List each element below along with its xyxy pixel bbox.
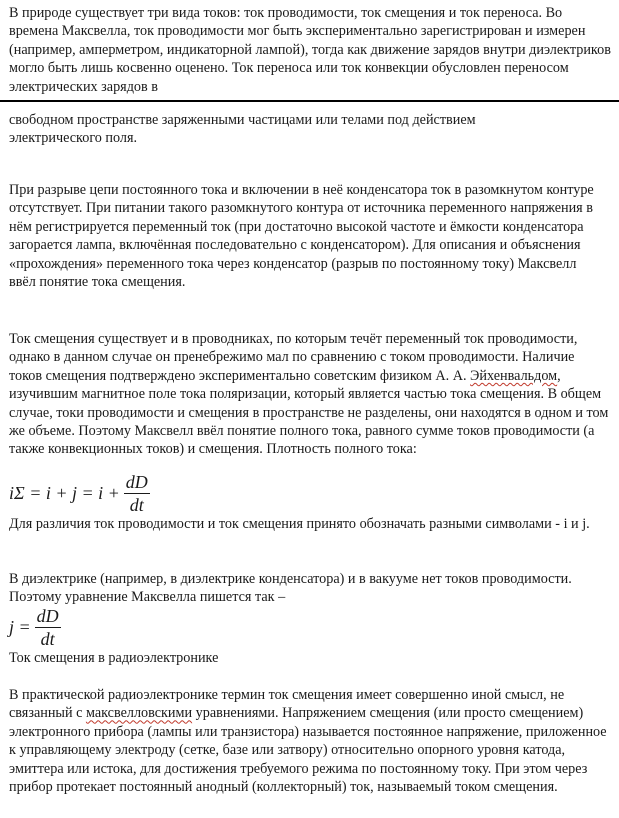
radio-heading: Ток смещения в радиоэлектронике bbox=[9, 650, 219, 666]
conductors-text-b: , изучившим магнитное поле тока поляризации, который является частью тока смещения. В общем случае, токи проводимости и смещения в пространстве не разделены, они находятся в одном и том же объеме. Поэтому Максвелл ввёл понятие полного тока, равного сумме токов проводимости (а также конвекционных токов) и смещения. Плотность полного тока: bbox=[9, 367, 609, 458]
capacitor-paragraph: При разрыве цепи постоянного тока и включении в неё конденсатора ток в разомкнутом контуре отсутствует. При питании такого разомкнутого контура от источника переменного напряжения в нём регистрируется переменный ток (при достаточно высокой частоте и ёмкости конденсатора загорается лампа, включённая последовательно с конденсатором). Для описания и объяснения «прохождения» переменного тока через конденсатор (разрыв по постоянному току) Максвелл ввёл понятие тока смещения. bbox=[9, 182, 594, 291]
top-paragraph: В природе существует три вида токов: ток проводимости, ток смещения и ток переноса. Во времена Максвелла, ток проводимости мог быть экспериментально зарегистрирован и измерен (например, амперметром, индикаторной лампой), тогда как движение зарядов внутри диэлектриков могло быть лишь косвенно оценено. Ток переноса или ток конвекции обусловлен переносом электрических зарядов в bbox=[9, 5, 611, 95]
formula-total-denominator: dt bbox=[129, 495, 144, 515]
spellcheck-word-maxwellian: максвелловскими bbox=[85, 705, 193, 722]
total-current-formula bbox=[9, 471, 150, 516]
radio-text-b: уравнениями. Напряжением смещения (или просто смещением) электронного прибора (лампы или транзистора) называется постоянное напряжение, приложенное к управляющему электроду (сетке, базе или затвору) относительно опорного уровня катода, эмиттера или истока, для достижения требуемого режима по постоянному току. При этом через прибор протекает постоянный анодный (коллекторный) ток, называемый током смещения. bbox=[9, 705, 607, 796]
previous-page bbox=[0, 0, 619, 100]
conductors-paragraph bbox=[9, 330, 609, 459]
radio-text-a: В практической радиоэлектронике термин ток смещения имеет совершенно иной смысл, не связанный с bbox=[9, 687, 565, 722]
spellcheck-word-eichenwald: Эйхенвальдом bbox=[470, 367, 558, 384]
formula-total-lhs: iΣ = i + j = i + bbox=[9, 483, 120, 503]
page-break-line bbox=[0, 100, 619, 102]
symbols-paragraph: Для различия ток проводимости и ток смещения принято обозначать разными символами - i и j. bbox=[9, 516, 590, 532]
continuation-paragraph: свободном пространстве заряженными частицами или телами под действием электрического поля. bbox=[9, 112, 476, 147]
dielectric-paragraph: В диэлектрике (например, в диэлектрике конденсатора) и в вакууме нет токов проводимости. Поэтому уравнение Максвелла пишется так – bbox=[9, 571, 572, 606]
conductors-text-a: Ток смещения существует и в проводниках, по которым течёт переменный ток проводимости, однако в данном случае он пренебрежимо мал по сравнению с током проводимости. Наличие токов смещения подтверждено экспериментально советским физиком А. А. bbox=[9, 331, 578, 384]
radio-paragraph bbox=[9, 686, 609, 796]
formula-dielectric-lhs: j = bbox=[9, 617, 31, 637]
formula-dielectric-fraction bbox=[35, 605, 61, 650]
formula-dielectric-denominator: dt bbox=[40, 629, 55, 649]
formula-dielectric-numerator: dD bbox=[36, 606, 59, 626]
formula-total-fraction bbox=[124, 471, 150, 516]
dielectric-formula bbox=[9, 605, 61, 650]
formula-total-numerator: dD bbox=[125, 472, 148, 492]
